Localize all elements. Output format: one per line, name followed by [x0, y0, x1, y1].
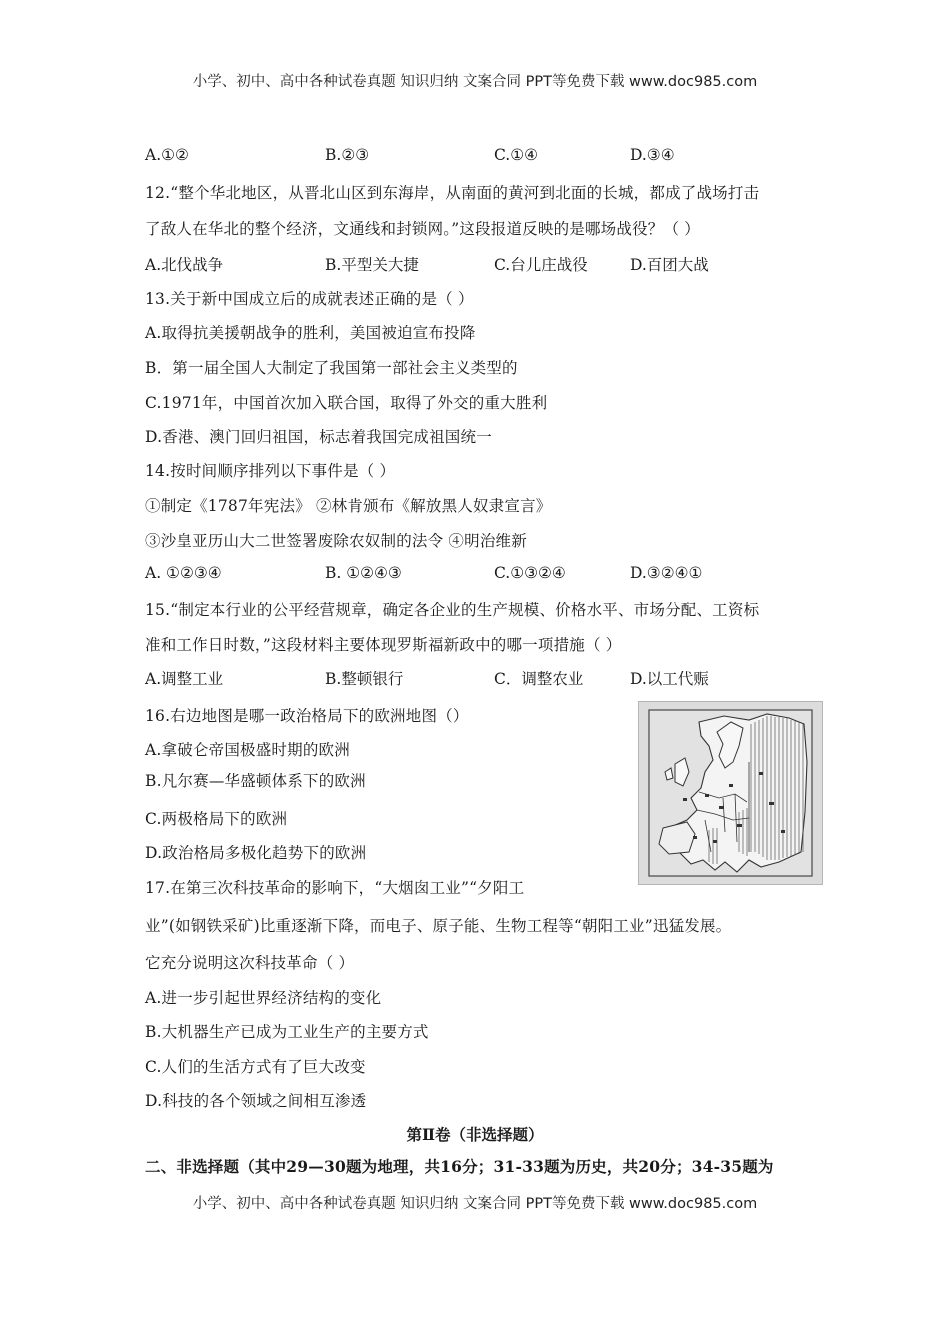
section2-heading: 二、非选择题（其中29—30题为地理，共16分；31-33题为历史，共20分；34-35题为 [145, 1157, 774, 1176]
europe-map-image [638, 701, 823, 885]
q11-option-b: B.②③ [325, 146, 370, 164]
q14-option-c: C.①③②④ [494, 564, 566, 582]
q14-items-line1: ①制定《1787年宪法》 ②林肯颁布《解放黑人奴隶宣言》 [145, 497, 552, 515]
q12-option-d: D.百团大战 [630, 256, 709, 274]
q15-option-a: A.调整工业 [145, 670, 224, 688]
q15-stem-line2: 准和工作日时数，”这段材料主要体现罗斯福新政中的哪一项措施（ ） [145, 636, 622, 654]
q15-stem-line1: 15.“制定本行业的公平经营规章，确定各企业的生产规模、价格水平、市场分配、工资标 [145, 601, 760, 619]
q17-stem-line3: 它充分说明这次科技革命（ ） [145, 954, 355, 972]
q12-option-b: B.平型关大捷 [325, 256, 419, 274]
europe-map-drawing [639, 702, 822, 884]
q14-option-b: B. ①②④③ [325, 564, 402, 582]
q14-items-line2: ③沙皇亚历山大二世签署废除农奴制的法令 ④明治维新 [145, 532, 527, 550]
q16-option-c: C.两极格局下的欧洲 [145, 810, 288, 828]
q14-option-d: D.③②④① [630, 564, 703, 582]
q12-option-a: A.北伐战争 [145, 256, 224, 274]
q14-stem: 14.按时间顺序排列以下事件是（ ） [145, 462, 396, 480]
q12-stem-line1: 12.“整个华北地区，从晋北山区到东海岸，从南面的黄河到北面的长城，都成了战场打击 [145, 184, 760, 202]
q15-option-c: C．调整农业 [494, 670, 584, 688]
q11-option-a: A.①② [145, 146, 189, 164]
q17-option-d: D.科技的各个领域之间相互渗透 [145, 1092, 367, 1110]
page-footer: 小学、初中、高中各种试卷真题 知识归纳 文案合同 PPT等免费下载 www.doc985.com [192, 1196, 758, 1212]
q17-option-c: C.人们的生活方式有了巨大改变 [145, 1058, 366, 1076]
q16-option-d: D.政治格局多极化趋势下的欧洲 [145, 844, 367, 862]
q12-stem-line2: 了敌人在华北的整个经济，文通线和封锁网。”这段报道反映的是哪场战役？（ ） [145, 220, 701, 238]
q13-option-d: D.香港、澳门回归祖国，标志着我国完成祖国统一 [145, 428, 492, 446]
q15-option-b: B.整顿银行 [325, 670, 404, 688]
q16-option-b: B.凡尔赛—华盛顿体系下的欧洲 [145, 772, 366, 790]
q13-option-a: A.取得抗美援朝战争的胜利，美国被迫宣布投降 [145, 324, 476, 342]
q13-stem: 13.关于新中国成立后的成就表述正确的是（ ） [145, 290, 474, 308]
q16-stem: 16.右边地图是哪一政治格局下的欧洲地图（） [145, 707, 469, 725]
q17-stem-line1: 17.在第三次科技革命的影响下，“大烟囱工业”“夕阳工 [145, 879, 525, 897]
q12-option-c: C.台儿庄战役 [494, 256, 588, 274]
page-header: 小学、初中、高中各种试卷真题 知识归纳 文案合同 PPT等免费下载 www.doc985.com [192, 74, 758, 90]
q17-option-b: B.大机器生产已成为工业生产的主要方式 [145, 1023, 429, 1041]
q17-stem-line2: 业”(如钢铁采矿)比重逐渐下降，而电子、原子能、生物工程等“朝阳工业”迅猛发展。 [145, 917, 732, 935]
q16-option-a: A.拿破仑帝国极盛时期的欧洲 [145, 741, 350, 759]
section2-title: 第Ⅱ卷（非选择题） [406, 1125, 544, 1144]
q13-option-b: B．第一届全国人大制定了我国第一部社会主义类型的 [145, 359, 518, 377]
q15-option-d: D.以工代赈 [630, 670, 709, 688]
q17-option-a: A.进一步引起世界经济结构的变化 [145, 989, 382, 1007]
q11-option-d: D.③④ [630, 146, 675, 164]
q13-option-c: C.1971年，中国首次加入联合国，取得了外交的重大胜利 [145, 394, 548, 412]
q14-option-a: A. ①②③④ [145, 564, 222, 582]
q11-option-c: C.①④ [494, 146, 539, 164]
